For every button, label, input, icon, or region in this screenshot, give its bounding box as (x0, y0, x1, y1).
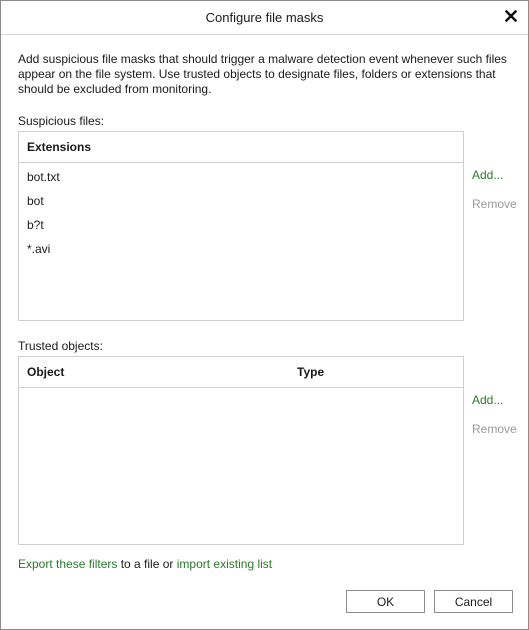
import-list-link[interactable]: import existing list (176, 557, 273, 571)
table-header (19, 132, 463, 163)
remove-trusted-button[interactable]: Remove (472, 422, 517, 436)
table-row[interactable]: bot (27, 194, 44, 208)
type-column-header[interactable]: Type (297, 365, 325, 379)
table-row[interactable]: *.avi (27, 242, 51, 256)
ok-button[interactable]: OK (346, 590, 425, 613)
suspicious-files-label: Suspicious files: (18, 114, 105, 128)
dialog-description: Add suspicious file masks that should trigger a malware detection event whenever such files appear on the file system. Use trusted objects to designate files, folders or extensions that should be excluded from monitoring. (18, 52, 507, 96)
title-bar (1, 1, 528, 35)
remove-suspicious-button[interactable]: Remove (472, 197, 517, 211)
close-button[interactable] (502, 7, 520, 25)
dialog-title: Configure file masks (205, 10, 324, 25)
table-row[interactable]: bot.txt (27, 170, 60, 184)
export-import-line (18, 557, 272, 571)
trusted-objects-label: Trusted objects: (18, 339, 103, 353)
table-row[interactable]: b?t (27, 218, 44, 232)
table-header (19, 357, 463, 388)
add-trusted-button[interactable]: Add... (472, 393, 504, 407)
export-filters-link[interactable]: Export these filters (18, 557, 118, 571)
close-icon (505, 10, 517, 22)
cancel-button[interactable]: Cancel (434, 590, 513, 613)
suspicious-files-table[interactable] (18, 131, 464, 321)
object-column-header[interactable]: Object (27, 365, 65, 379)
add-suspicious-button[interactable]: Add... (472, 168, 504, 182)
extensions-column-header[interactable]: Extensions (27, 140, 92, 154)
export-import-separator-text: to a file or (117, 557, 177, 571)
trusted-objects-table[interactable] (18, 356, 464, 545)
